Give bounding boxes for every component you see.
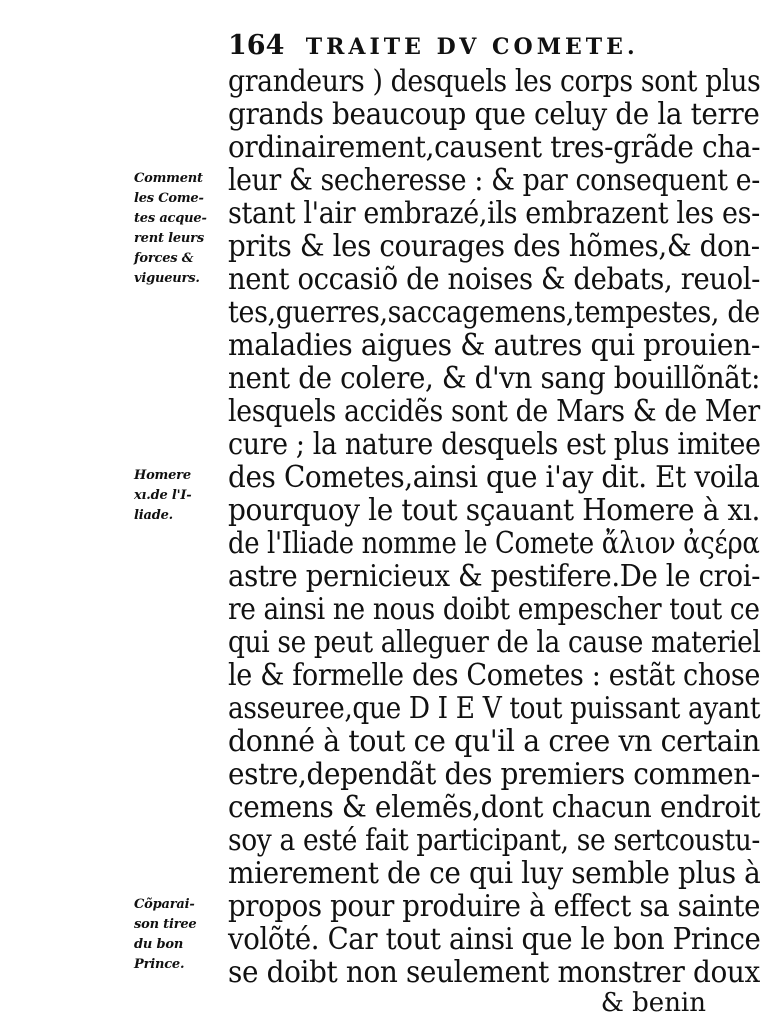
text-line: le & formelle des Cometes : estãt chose — [228, 658, 761, 693]
text-line: estre,dependãt des premiers commen- — [228, 757, 760, 792]
margin-note-line: rent leurs — [134, 231, 204, 246]
text-line: lesquels accidẽs sont de Mars & de Mer — [228, 394, 760, 429]
text-line: tes,guerres,saccagemens,tempestes, de — [228, 295, 760, 330]
margin-note-line: les Come- — [134, 191, 204, 206]
margin-note-line: forces & — [134, 251, 194, 266]
text-line: cemens & elemẽs,dont chacun endroit — [228, 790, 761, 825]
margin-note-line: du bon — [134, 937, 184, 952]
text-line: stant l'air embrazé,ils embrazent les es- — [228, 196, 760, 231]
text-line: maladies aigues & autres qui prouien- — [228, 328, 760, 363]
margin-note-line: Prince. — [134, 957, 185, 972]
page-number: 164 — [228, 30, 285, 61]
margin-note-line: tes acque- — [134, 211, 207, 226]
catchword: & benin — [600, 988, 706, 1018]
text-line: de l'Iliade nomme le Comete ἄλιον ἀςέρα — [228, 526, 760, 561]
text-line: prits & les courages des hõmes,& don- — [228, 229, 760, 264]
text-line: mierement de ce qui luy semble plus à — [228, 856, 761, 891]
text-line: donné à tout ce qu'il a cree vn certain — [228, 724, 760, 759]
text-line: grandeurs ) desquels les corps sont plus — [228, 64, 761, 99]
page-header — [228, 30, 639, 61]
text-line: nent occasiõ de noises & debats, reuol- — [228, 262, 761, 297]
text-line: qui se peut alleguer de la cause materiel — [228, 625, 761, 660]
text-line: soy a esté fait participant, se sertcoustu- — [228, 823, 761, 858]
margin-note-line: Cõparai- — [134, 897, 195, 912]
text-line: se doibt non seulement monstrer doux — [228, 955, 760, 990]
margin-note-line: liade. — [134, 508, 173, 523]
margin-note-line: son tiree — [134, 917, 197, 932]
text-line: nent de colere, & d'vn sang bouillõnãt: — [228, 361, 761, 396]
running-title: TRAITE DV COMETE. — [305, 34, 639, 60]
margin-note-line: xı.de l'I- — [134, 488, 192, 503]
text-line: ordinairement,causent tres-grãde cha- — [228, 130, 761, 165]
text-line: cure ; la nature desquels est plus imitee — [228, 427, 761, 462]
text-line: volõté. Car tout ainsi que le bon Prince — [228, 922, 761, 957]
text-line: des Cometes,ainsi que i'ay dit. Et voila — [228, 460, 760, 495]
text-line: asseuree,que D I E V tout puissant ayant — [228, 691, 761, 726]
text-line: leur & secheresse : & par consequent e- — [228, 163, 760, 198]
margin-note-line: Comment — [134, 171, 203, 186]
margin-note-line: Homere — [134, 468, 191, 483]
margin-note-line: vigueurs. — [134, 271, 200, 286]
text-line: grands beaucoup que celuy de la terre — [228, 97, 760, 132]
text-line: astre pernicieux & pestifere.De le croi- — [228, 559, 761, 594]
text-line: re ainsi ne nous doibt empescher tout ce — [228, 592, 760, 627]
text-line: propos pour produire à effect sa sainte — [228, 889, 761, 924]
text-line: pourquoy le tout sçauant Homere à xı. — [228, 493, 761, 528]
